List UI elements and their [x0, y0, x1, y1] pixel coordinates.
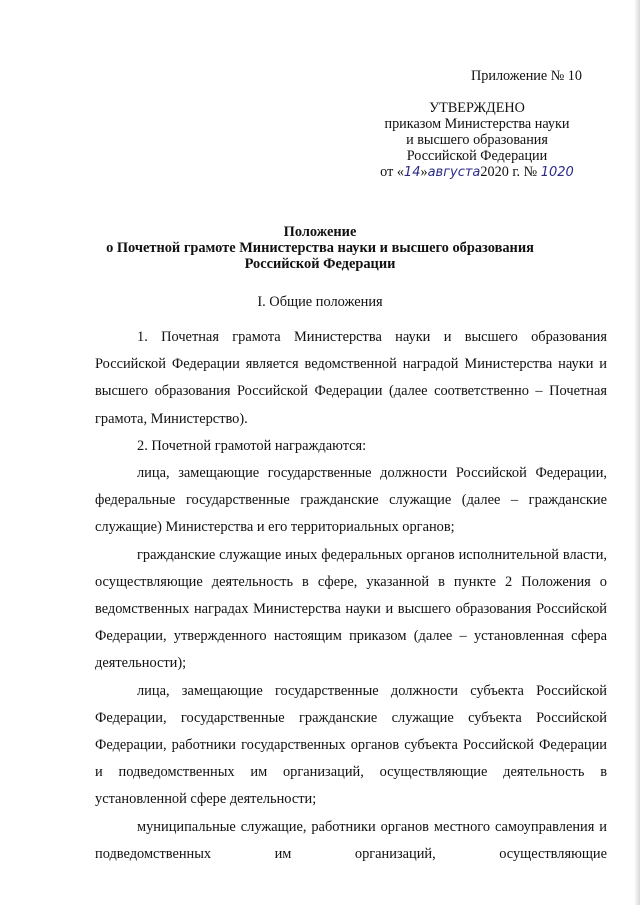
- annex-number: Приложение № 10: [471, 68, 582, 84]
- order-line-2: и высшего образования: [406, 132, 548, 148]
- section-title: I. Общие положения: [257, 294, 383, 310]
- title-line-2: о Почетной грамоте Министерства науки и высшего образования: [106, 240, 534, 256]
- handwritten-number: 1020: [540, 165, 574, 180]
- title-line-3: Российской Федерации: [244, 256, 396, 272]
- document-title: [80, 224, 560, 272]
- paragraph: гражданские служащие иных федеральных органов исполнительной власти, осуществляющие деятельность в сфере, указанной в пункте 2 Положения о ведомственных наградах Министерства науки и высшего образования Российской Федерации, утвержденного настоящим приказом (далее – установленная сфера деятельности);: [95, 546, 607, 672]
- date-prefix: от «: [380, 164, 404, 180]
- handwritten-month: августа: [427, 165, 481, 180]
- date-mid: »: [420, 164, 428, 180]
- title-line-1: Положение: [283, 224, 357, 240]
- paragraph: муниципальные служащие, работники органов местного самоуправления и подведомственных им организаций, осуществляющие: [95, 818, 607, 862]
- scan-edge-shadow: [634, 0, 640, 905]
- paragraph: 1. Почетная грамота Министерства науки и высшего образования Российской Федерации является ведомственной наградой Министерства науки и высшего образования Российской Федерации (далее соответственно – Почетная грамота, Министерство).: [95, 329, 607, 427]
- approval-block: [362, 68, 592, 181]
- paragraph: лица, замещающие государственные должности субъекта Российской Федерации, государственные гражданские служащие субъекта Российской Федерации, работники государственных органов субъекта Российской Федерации и подведомственных им организаций, осуществляющие деятельность в установленной сфере деятельности;: [95, 682, 607, 808]
- document-body: [95, 324, 607, 868]
- approved-stamp-text: УТВЕРЖДЕНО: [429, 100, 525, 116]
- order-line-3: Российской Федерации: [406, 148, 548, 164]
- order-line-1: приказом Министерства науки: [384, 116, 570, 132]
- order-date-line: [362, 164, 592, 181]
- paragraph: 2. Почетной грамотой награждаются:: [137, 437, 367, 454]
- date-year: 2020 г. №: [480, 164, 538, 180]
- handwritten-day: 14: [403, 165, 421, 180]
- paragraph: лица, замещающие государственные должности Российской Федерации, федеральные государственные гражданские служащие (далее – гражданские служащие) Министерства и его территориальных органов;: [95, 465, 607, 536]
